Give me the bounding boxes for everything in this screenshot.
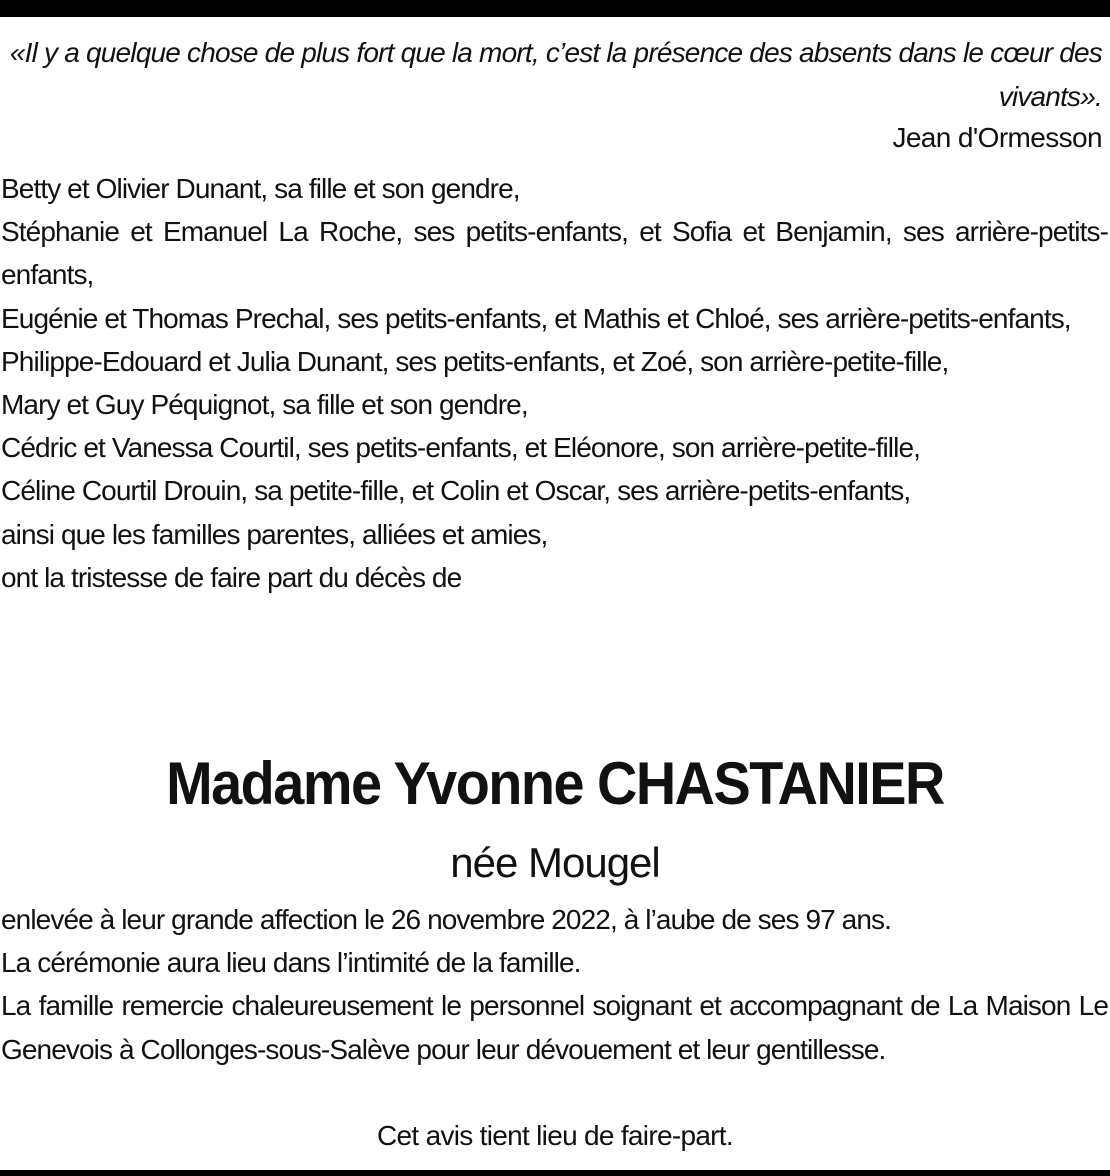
family-line: Céline Courtil Drouin, sa petite-fille, et Colin et Oscar, ses arrière-petits-enfants, xyxy=(1,475,911,507)
family-line: ont la tristesse de faire part du décès de xyxy=(1,561,462,593)
epigraph-quote: «Il y a quelque chose de plus fort que la mort, c’est la présence des absents dans le cœur des vivants». xyxy=(9,37,1102,112)
family-list xyxy=(1,167,1108,599)
closing-note: Cet avis tient lieu de faire-part. xyxy=(377,1120,733,1151)
detail-line: enlevée à leur grande affection le 26 novembre 2022, à l’aube de ses 97 ans. xyxy=(1,904,891,935)
family-line: Eugénie et Thomas Prechal, ses petits-enfants, et Mathis et Chloé, ses arrière-petits-enfants, xyxy=(1,302,1071,334)
top-border-rule xyxy=(0,0,1110,17)
notice-details xyxy=(1,898,1108,1071)
family-line: Betty et Olivier Dunant, sa fille et son gendre, xyxy=(1,173,520,204)
bottom-border-rule xyxy=(0,1170,1110,1176)
family-line: Mary et Guy Péquignot, sa fille et son gendre, xyxy=(1,389,528,421)
detail-line: La famille remercie chaleureusement le personnel soignant et accompagnant de La Maison Le Genevois à Collonges-sous-Salève pour leur dévouement et leur gentillesse. xyxy=(1,990,1108,1065)
family-line: ainsi que les familles parentes, alliées et amies, xyxy=(1,518,548,550)
family-line: Stéphanie et Emanuel La Roche, ses petits-enfants, et Sofia et Benjamin, ses arrière-petits-enfants, xyxy=(1,216,1108,291)
detail-line: La cérémonie aura lieu dans l’intimité de la famille. xyxy=(1,947,581,979)
maiden-name: née Mougel xyxy=(450,839,660,886)
quote-author: Jean d'Ormesson xyxy=(892,122,1102,153)
deceased-name: Madame Yvonne CHASTANIER xyxy=(166,750,944,817)
family-line: Cédric et Vanessa Courtil, ses petits-enfants, et Eléonore, son arrière-petite-fille, xyxy=(1,432,921,464)
family-line: Philippe-Edouard et Julia Dunant, ses petits-enfants, et Zoé, son arrière-petite-fille, xyxy=(1,345,949,377)
